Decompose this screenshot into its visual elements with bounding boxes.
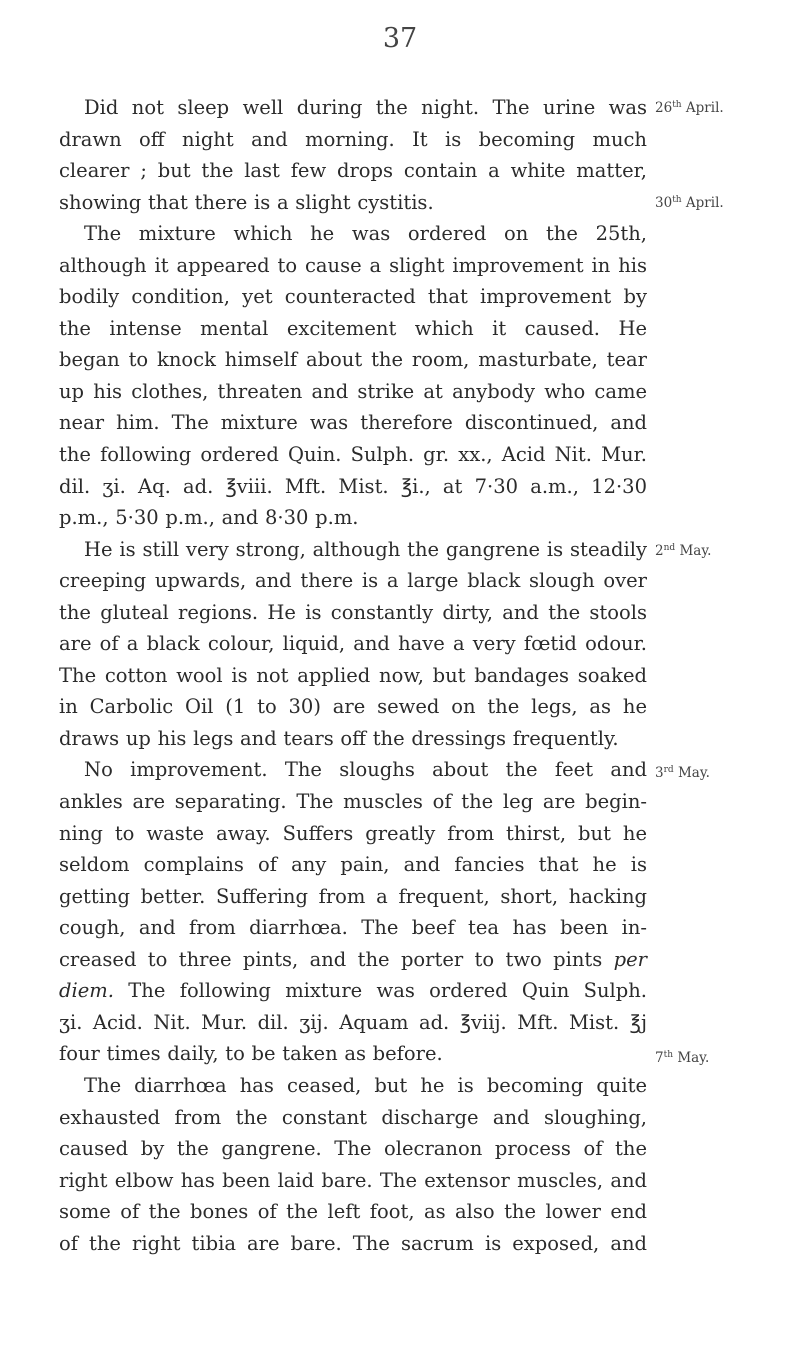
text-line: clearer ; but the last few drops contain a white matter, (59, 159, 647, 183)
text-line: ning to waste away. Suffers greatly from thirst, but he (59, 821, 647, 845)
text-line: ʒi. Acid. Nit. Mur. dil. ʒij. Aquam ad. ℥viij. Mft. Mist. ℥j (59, 1010, 647, 1034)
text-line: draws up his legs and tears off the dressings frequently. (59, 726, 619, 750)
text-line: showing that there is a slight cystitis. (59, 190, 434, 214)
margin-note-26-april: 26th April. (655, 100, 724, 116)
margin-note-7-may: 7th May. (655, 1050, 710, 1066)
text-line: exhausted from the constant discharge and sloughing, (59, 1105, 647, 1129)
text-line: some of the bones of the left foot, as also the lower end (59, 1200, 647, 1224)
text-line: the gluteal regions. He is constantly dirty, and the stools (59, 600, 647, 624)
text-line: drawn off night and morning. It is becoming much (59, 127, 647, 151)
text-line (59, 975, 647, 1007)
text-line: seldom complains of any pain, and fancies that he is (59, 853, 647, 877)
italic-per: per (613, 947, 647, 971)
text-line: No improvement. The sloughs about the feet and (84, 758, 647, 782)
text-line: creeping upwards, and there is a large black slough over (59, 569, 647, 593)
text-line: four times daily, to be taken as before. (59, 1042, 443, 1066)
body-text (59, 92, 647, 1259)
text-line: the intense mental excitement which it caused. He (59, 316, 647, 340)
text-line: of the right tibia are bare. The sacrum is exposed, and (59, 1231, 647, 1255)
text-line: the following ordered Quin. Sulph. gr. xx., Acid Nit. Mur. (59, 443, 647, 467)
text-line: The diarrhœa has ceased, but he is becoming quite (84, 1073, 647, 1097)
text-line: although it appeared to cause a slight improvement in his (59, 253, 647, 277)
text-line: began to knock himself about the room, masturbate, tear (59, 348, 647, 372)
text-line: creased to three pints, and the porter to two pints per (59, 947, 647, 971)
text-line: up his clothes, threaten and strike at anybody who came (59, 379, 647, 403)
italic-diem: diem. (59, 979, 114, 1003)
text-line: in Carbolic Oil (1 to 30) are sewed on the legs, as he (59, 695, 647, 719)
text-line: bodily condition, yet counteracted that improvement by (59, 285, 647, 309)
text-line: He is still very strong, although the gangrene is steadily (84, 537, 647, 561)
text-line: getting better. Suffering from a frequent, short, hacking (59, 884, 647, 908)
margin-note-3-may: 3rd May. (655, 765, 710, 781)
line-rest: The following mixture was ordered Quin Sulph. (113, 979, 647, 1003)
text-line: The mixture which he was ordered on the 25th, (84, 222, 647, 246)
text-line: caused by the gangrene. The olecranon process of the (59, 1137, 647, 1161)
page-number: 37 (382, 23, 418, 54)
text-line: The cotton wool is not applied now, but bandages soaked (59, 663, 647, 687)
text-line: cough, and from diarrhœa. The beef tea has been in- (59, 916, 647, 940)
text-line: Did not sleep well during the night. The urine was (84, 96, 647, 119)
text-line: dil. ʒi. Aq. ad. ℥viii. Mft. Mist. ℥i., at 7·30 a.m., 12·30 (59, 474, 647, 498)
margin-note-30-april: 30th April. (655, 195, 724, 211)
text-line: p.m., 5·30 p.m., and 8·30 p.m. (59, 506, 359, 530)
text-line: are of a black colour, liquid, and have a very fœtid odour. (59, 632, 647, 656)
text-line: ankles are separating. The muscles of the leg are begin- (59, 790, 647, 814)
text-line: near him. The mixture was therefore discontinued, and (59, 411, 647, 435)
text-line: right elbow has been laid bare. The extensor muscles, and (59, 1168, 647, 1192)
margin-note-2-may: 2nd May. (655, 543, 712, 559)
